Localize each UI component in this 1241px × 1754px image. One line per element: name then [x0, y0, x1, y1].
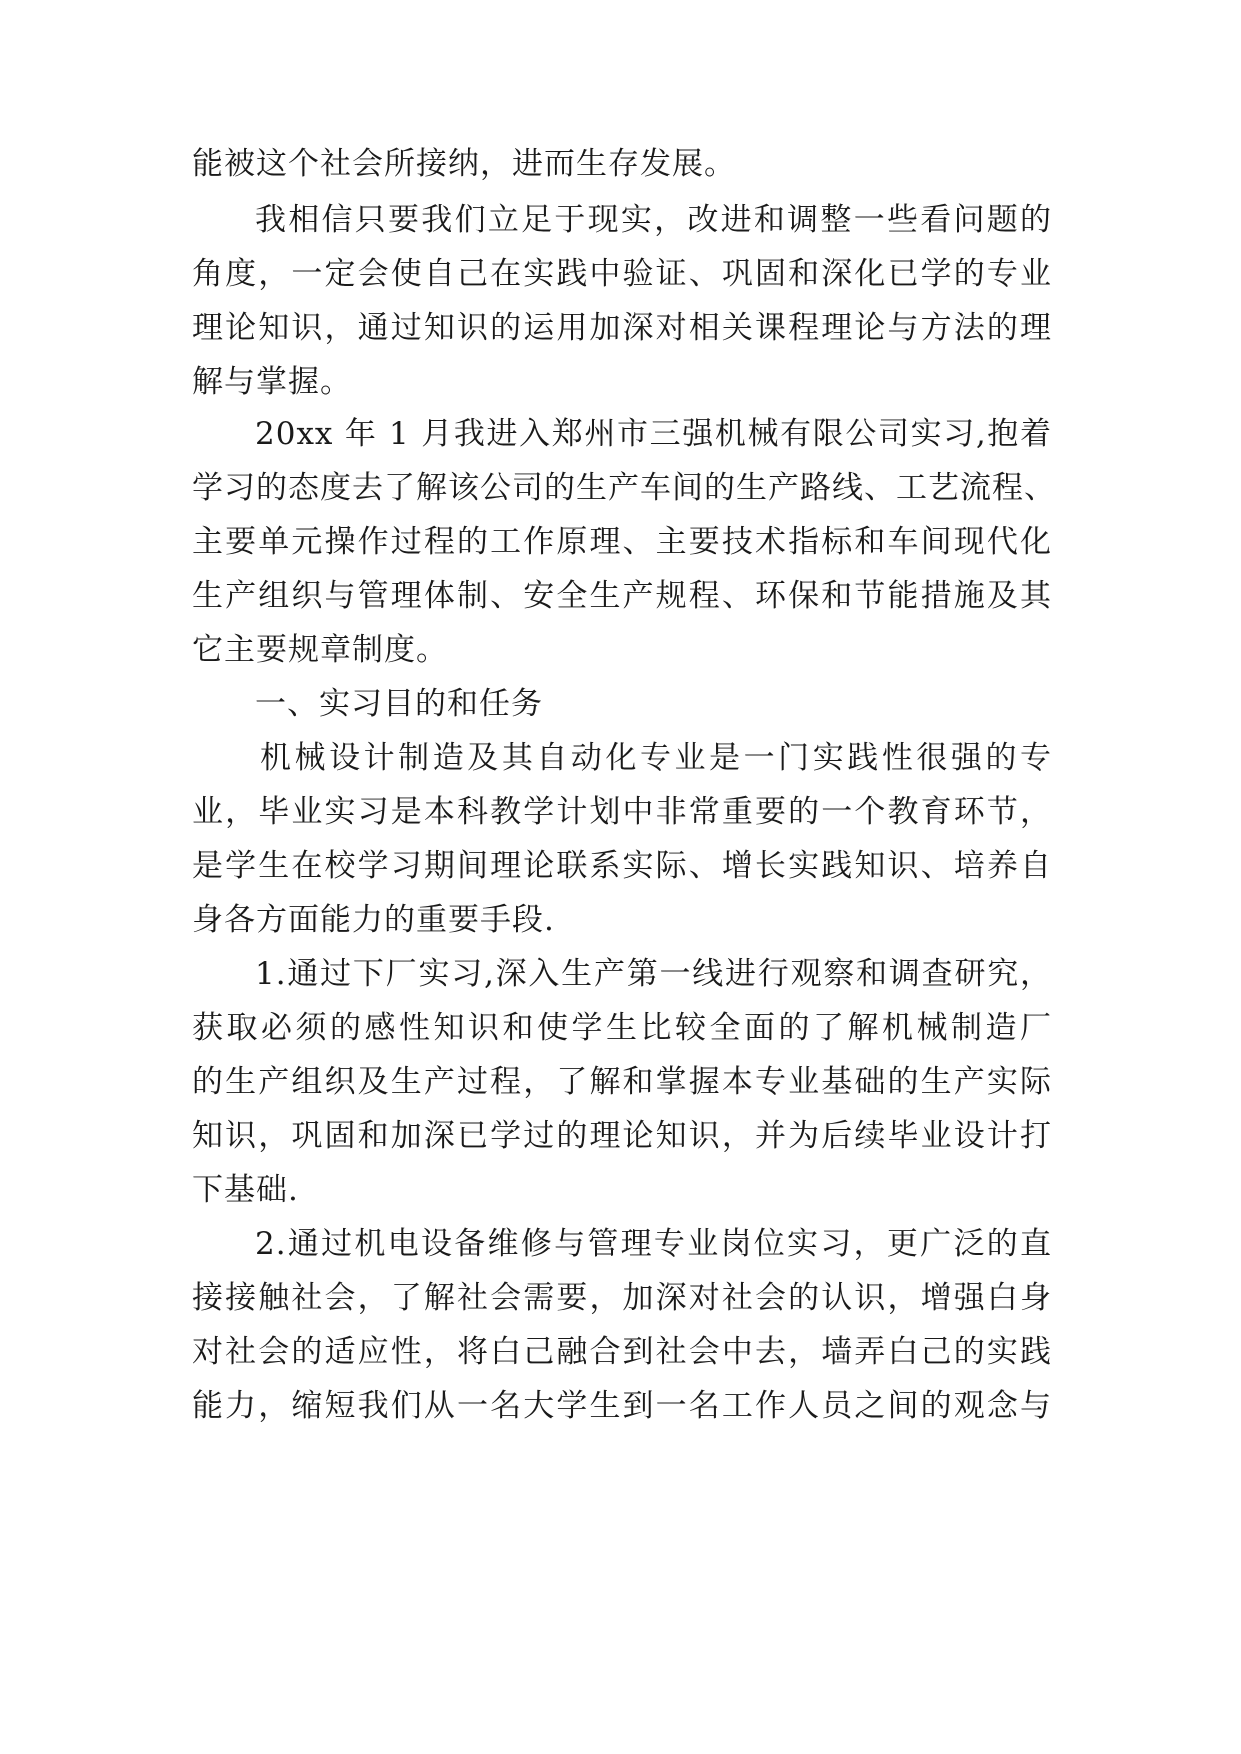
- text-line: 能力，缩短我们从一名大学生到一名工作人员之间的观念与: [192, 1388, 1052, 1424]
- section-heading: 一、实习目的和任务: [255, 686, 543, 722]
- text-line: 20xx 年 1 月我进入郑州市三强机械有限公司实习,抱着: [255, 416, 1052, 452]
- text-line: 我相信只要我们立足于现实，改进和调整一些看问题的: [255, 202, 1052, 238]
- text-line: 解与掌握。: [192, 364, 352, 400]
- text-line: 能被这个社会所接纳，进而生存发展。: [192, 146, 736, 182]
- text-line: 的生产组织及生产过程，了解和掌握本专业基础的生产实际: [192, 1064, 1052, 1100]
- text-line: 理论知识，通过知识的运用加深对相关课程理论与方法的理: [192, 310, 1052, 346]
- text-line: 业，毕业实习是本科教学计划中非常重要的一个教育环节，: [192, 794, 1052, 830]
- text-line: 角度，一定会使自己在实践中验证、巩固和深化已学的专业: [192, 256, 1052, 292]
- text-line: 1.通过下厂实习,深入生产第一线进行观察和调查研究，: [255, 956, 1052, 992]
- text-line: 接接触社会，了解社会需要，加深对社会的认识，增强白身: [192, 1280, 1052, 1316]
- text-line: 主要单元操作过程的工作原理、主要技术指标和车间现代化: [192, 524, 1052, 560]
- text-line: 下基础.: [192, 1172, 299, 1208]
- text-line: 生产组织与管理体制、安全生产规程、环保和节能措施及其: [192, 578, 1052, 614]
- text-line: 2.通过机电设备维修与管理专业岗位实习，更广泛的直: [255, 1226, 1052, 1262]
- text-line: 机械设计制造及其自动化专业是一门实践性很强的专: [260, 740, 1052, 776]
- text-line: 是学生在校学习期间理论联系实际、增长实践知识、培养自: [192, 848, 1052, 884]
- text-line: 对社会的适应性，将白己融合到社会中去，墙弄白己的实践: [192, 1334, 1052, 1370]
- text-line: 身各方面能力的重要手段.: [192, 902, 555, 938]
- text-line: 获取必须的感性知识和使学生比较全面的了解机械制造厂: [192, 1010, 1052, 1046]
- text-line: 知识，巩固和加深已学过的理论知识，并为后续毕业设计打: [192, 1118, 1052, 1154]
- text-line: 它主要规章制度。: [192, 632, 448, 668]
- text-line: 学习的态度去了解该公司的生产车间的生产路线、工艺流程、: [192, 470, 1056, 506]
